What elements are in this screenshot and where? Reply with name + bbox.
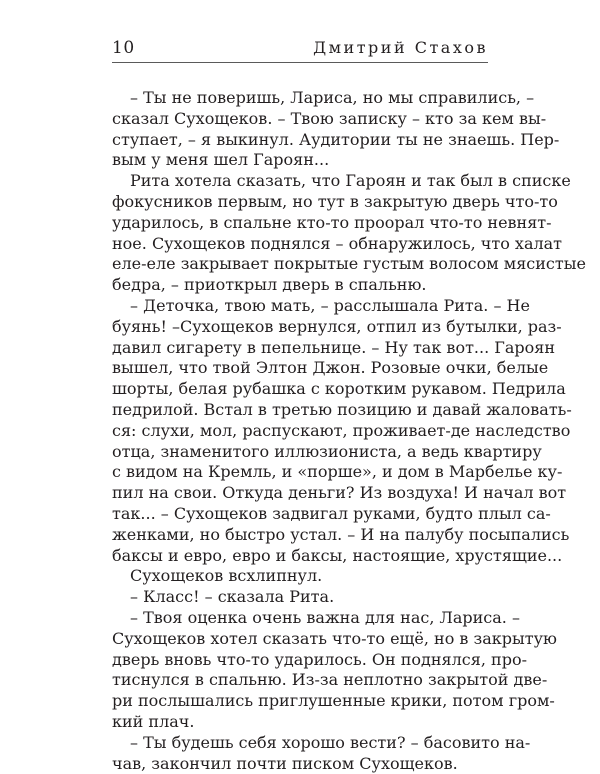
- text-line: шорты, белая рубашка с коротким рукавом. Педрила: [112, 379, 488, 400]
- text-line: ри послышались приглушенные крики, потом гром-: [112, 691, 488, 712]
- text-line: – Деточка, твою мать, – расслышала Рита. – Не: [112, 296, 488, 317]
- text-line: женками, но быстро устал. – И на палубу посыпались: [112, 525, 488, 546]
- running-head-author: Дмитрий Стахов: [313, 38, 488, 57]
- text-line: отца, знаменитого иллюзиониста, а ведь квартиру: [112, 442, 488, 463]
- text-line: дверь вновь что-то ударилось. Он поднялся, про-: [112, 650, 488, 671]
- text-line: – Ты будешь себя хорошо вести? – басовито на-: [112, 733, 488, 754]
- text-line: – Класс! – сказала Рита.: [112, 587, 488, 608]
- text-line: Сухощеков хотел сказать что-то ещё, но в закрытую: [112, 629, 488, 650]
- page-number: 10: [112, 38, 135, 58]
- text-line: давил сигарету в пепельнице. – Ну так вот... Гароян: [112, 338, 488, 359]
- text-line: – Твоя оценка очень важна для нас, Лариса. –: [112, 608, 488, 629]
- text-line: Сухощеков всхлипнул.: [112, 566, 488, 587]
- text-line: сказал Сухощеков. – Твою записку – кто за кем вы-: [112, 109, 488, 130]
- text-line: ся: слухи, мол, распускают, проживает-де наследство: [112, 421, 488, 442]
- text-line: кий плач.: [112, 712, 488, 733]
- text-line: ное. Сухощеков поднялся – обнаружилось, что халат: [112, 234, 488, 255]
- text-line: с видом на Кремль, и «порше», и дом в Марбелье ку-: [112, 462, 488, 483]
- body-text: [112, 88, 488, 774]
- text-line: еле-еле закрывает покрытые густым волосом мясистые: [112, 254, 488, 275]
- text-line: ударилось, в спальне кто-то проорал что-то невнят-: [112, 213, 488, 234]
- text-line: педрилой. Встал в третью позицию и давай жаловать-: [112, 400, 488, 421]
- text-line: вым у меня шел Гароян...: [112, 150, 488, 171]
- text-line: фокусников первым, но тут в закрытую дверь что-то: [112, 192, 488, 213]
- text-line: бедра, – приоткрыл дверь в спальню.: [112, 275, 488, 296]
- text-line: чав, закончил почти писком Сухощеков.: [112, 754, 488, 774]
- text-line: так... – Сухощеков задвигал руками, будто плыл са-: [112, 504, 488, 525]
- text-line: тиснулся в спальню. Из-за неплотно закрытой две-: [112, 670, 488, 691]
- text-line: буянь! –Сухощеков вернулся, отпил из бутылки, раз-: [112, 317, 488, 338]
- text-line: баксы и евро, евро и баксы, настоящие, хрустящие...: [112, 546, 488, 567]
- text-line: вышел, что твой Элтон Джон. Розовые очки, белые: [112, 358, 488, 379]
- page-header: [112, 34, 488, 63]
- text-line: – Ты не поверишь, Лариса, но мы справились, –: [112, 88, 488, 109]
- text-line: ступает, – я выкинул. Аудитории ты не знаешь. Пер-: [112, 130, 488, 151]
- text-line: Рита хотела сказать, что Гароян и так был в списке: [112, 171, 488, 192]
- text-line: пил на свои. Откуда деньги? Из воздуха! И начал вот: [112, 483, 488, 504]
